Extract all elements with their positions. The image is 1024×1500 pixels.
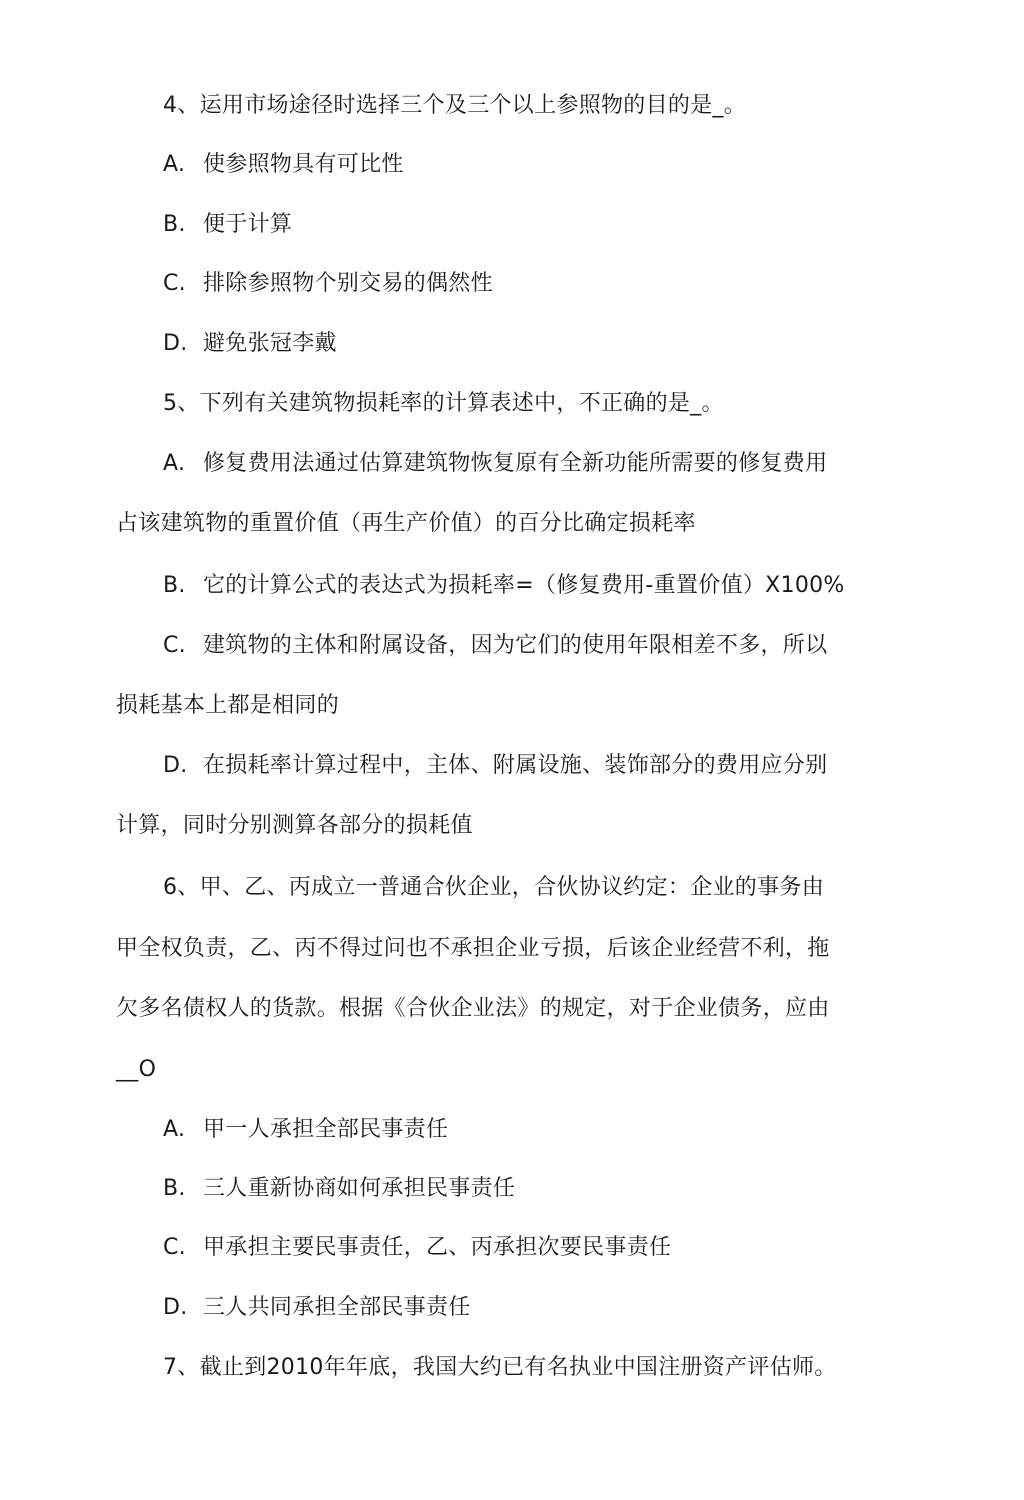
option-letter: C. bbox=[163, 271, 186, 296]
option-letter: A. bbox=[163, 152, 186, 177]
question-4 bbox=[163, 92, 746, 120]
question-text: 欠多名债权人的货款。根据《合伙企业法》的规定，对于企业债务，应由 bbox=[116, 996, 830, 1021]
q6-option-b bbox=[163, 1175, 515, 1203]
option-text: 甲一人承担全部民事责任 bbox=[203, 1117, 449, 1142]
option-text: 使参照物具有可比性 bbox=[203, 152, 404, 177]
option-letter: D. bbox=[163, 331, 188, 356]
question-text: 甲、乙、丙成立一普通合伙企业，合伙协议约定：企业的事务由 bbox=[199, 875, 825, 900]
option-letter: B. bbox=[163, 573, 186, 598]
q5-option-c bbox=[163, 632, 827, 660]
question-text: 截止到2010年年底，我国大约已有名执业中国注册资产评估师。 bbox=[199, 1355, 837, 1380]
question-text: 甲全权负责，乙、丙不得过问也不承担企业亏损，后该企业经营不利，拖 bbox=[116, 936, 830, 961]
q4-option-a bbox=[163, 151, 404, 179]
q5-option-b bbox=[163, 572, 845, 600]
question-text: 运用市场途径时选择三个及三个以上参照物的目的是_。 bbox=[199, 93, 747, 118]
option-text: 修复费用法通过估算建筑物恢复原有全新功能所需要的修复费用 bbox=[203, 451, 828, 476]
option-text: 便于计算 bbox=[203, 212, 293, 237]
option-text: 占该建筑物的重置价值（再生产价值）的百分比确定损耗率 bbox=[116, 511, 696, 536]
question-number: 5、 bbox=[163, 391, 200, 416]
option-text: 三人共同承担全部民事责任 bbox=[203, 1295, 471, 1320]
question-5 bbox=[163, 390, 724, 418]
q5-option-d bbox=[163, 752, 827, 780]
q6-option-d bbox=[163, 1294, 471, 1322]
q5-option-d-continued bbox=[116, 812, 473, 840]
option-letter: C. bbox=[163, 633, 186, 658]
question-7 bbox=[163, 1354, 837, 1382]
question-number: 4、 bbox=[163, 93, 200, 118]
q5-option-c-continued bbox=[116, 692, 339, 720]
q5-option-a-continued bbox=[116, 510, 696, 538]
option-letter: B. bbox=[163, 1176, 186, 1201]
question-number: 7、 bbox=[163, 1355, 200, 1380]
question-6-continued-3 bbox=[116, 1056, 156, 1084]
q4-option-c bbox=[163, 270, 493, 298]
option-text: 它的计算公式的表达式为损耗率=（修复费用-重置价值）X100% bbox=[203, 573, 845, 598]
option-text: 三人重新协商如何承担民事责任 bbox=[203, 1176, 516, 1201]
question-text: __O bbox=[116, 1057, 157, 1082]
option-letter: A. bbox=[163, 451, 186, 476]
option-letter: C. bbox=[163, 1235, 186, 1260]
question-number: 6、 bbox=[163, 875, 200, 900]
q4-option-b bbox=[163, 211, 292, 239]
q6-option-c bbox=[163, 1234, 671, 1262]
option-text: 计算，同时分别测算各部分的损耗值 bbox=[116, 813, 473, 838]
option-letter: D. bbox=[163, 753, 188, 778]
question-6-continued-2 bbox=[116, 995, 830, 1023]
q6-option-a bbox=[163, 1116, 448, 1144]
option-letter: B. bbox=[163, 212, 186, 237]
option-text: 排除参照物个别交易的偶然性 bbox=[203, 271, 493, 296]
option-letter: D. bbox=[163, 1295, 188, 1320]
question-6 bbox=[163, 874, 824, 902]
q5-option-a bbox=[163, 450, 827, 478]
option-text: 甲承担主要民事责任，乙、丙承担次要民事责任 bbox=[203, 1235, 672, 1260]
option-text: 避免张冠李戴 bbox=[203, 331, 337, 356]
option-text: 在损耗率计算过程中，主体、附属设施、装饰部分的费用应分别 bbox=[203, 753, 828, 778]
q4-option-d bbox=[163, 330, 337, 358]
option-letter: A. bbox=[163, 1117, 186, 1142]
question-text: 下列有关建筑物损耗率的计算表述中，不正确的是_。 bbox=[199, 391, 724, 416]
option-text: 建筑物的主体和附属设备，因为它们的使用年限相差不多，所以 bbox=[203, 633, 828, 658]
question-6-continued-1 bbox=[116, 935, 830, 963]
option-text: 损耗基本上都是相同的 bbox=[116, 693, 340, 718]
